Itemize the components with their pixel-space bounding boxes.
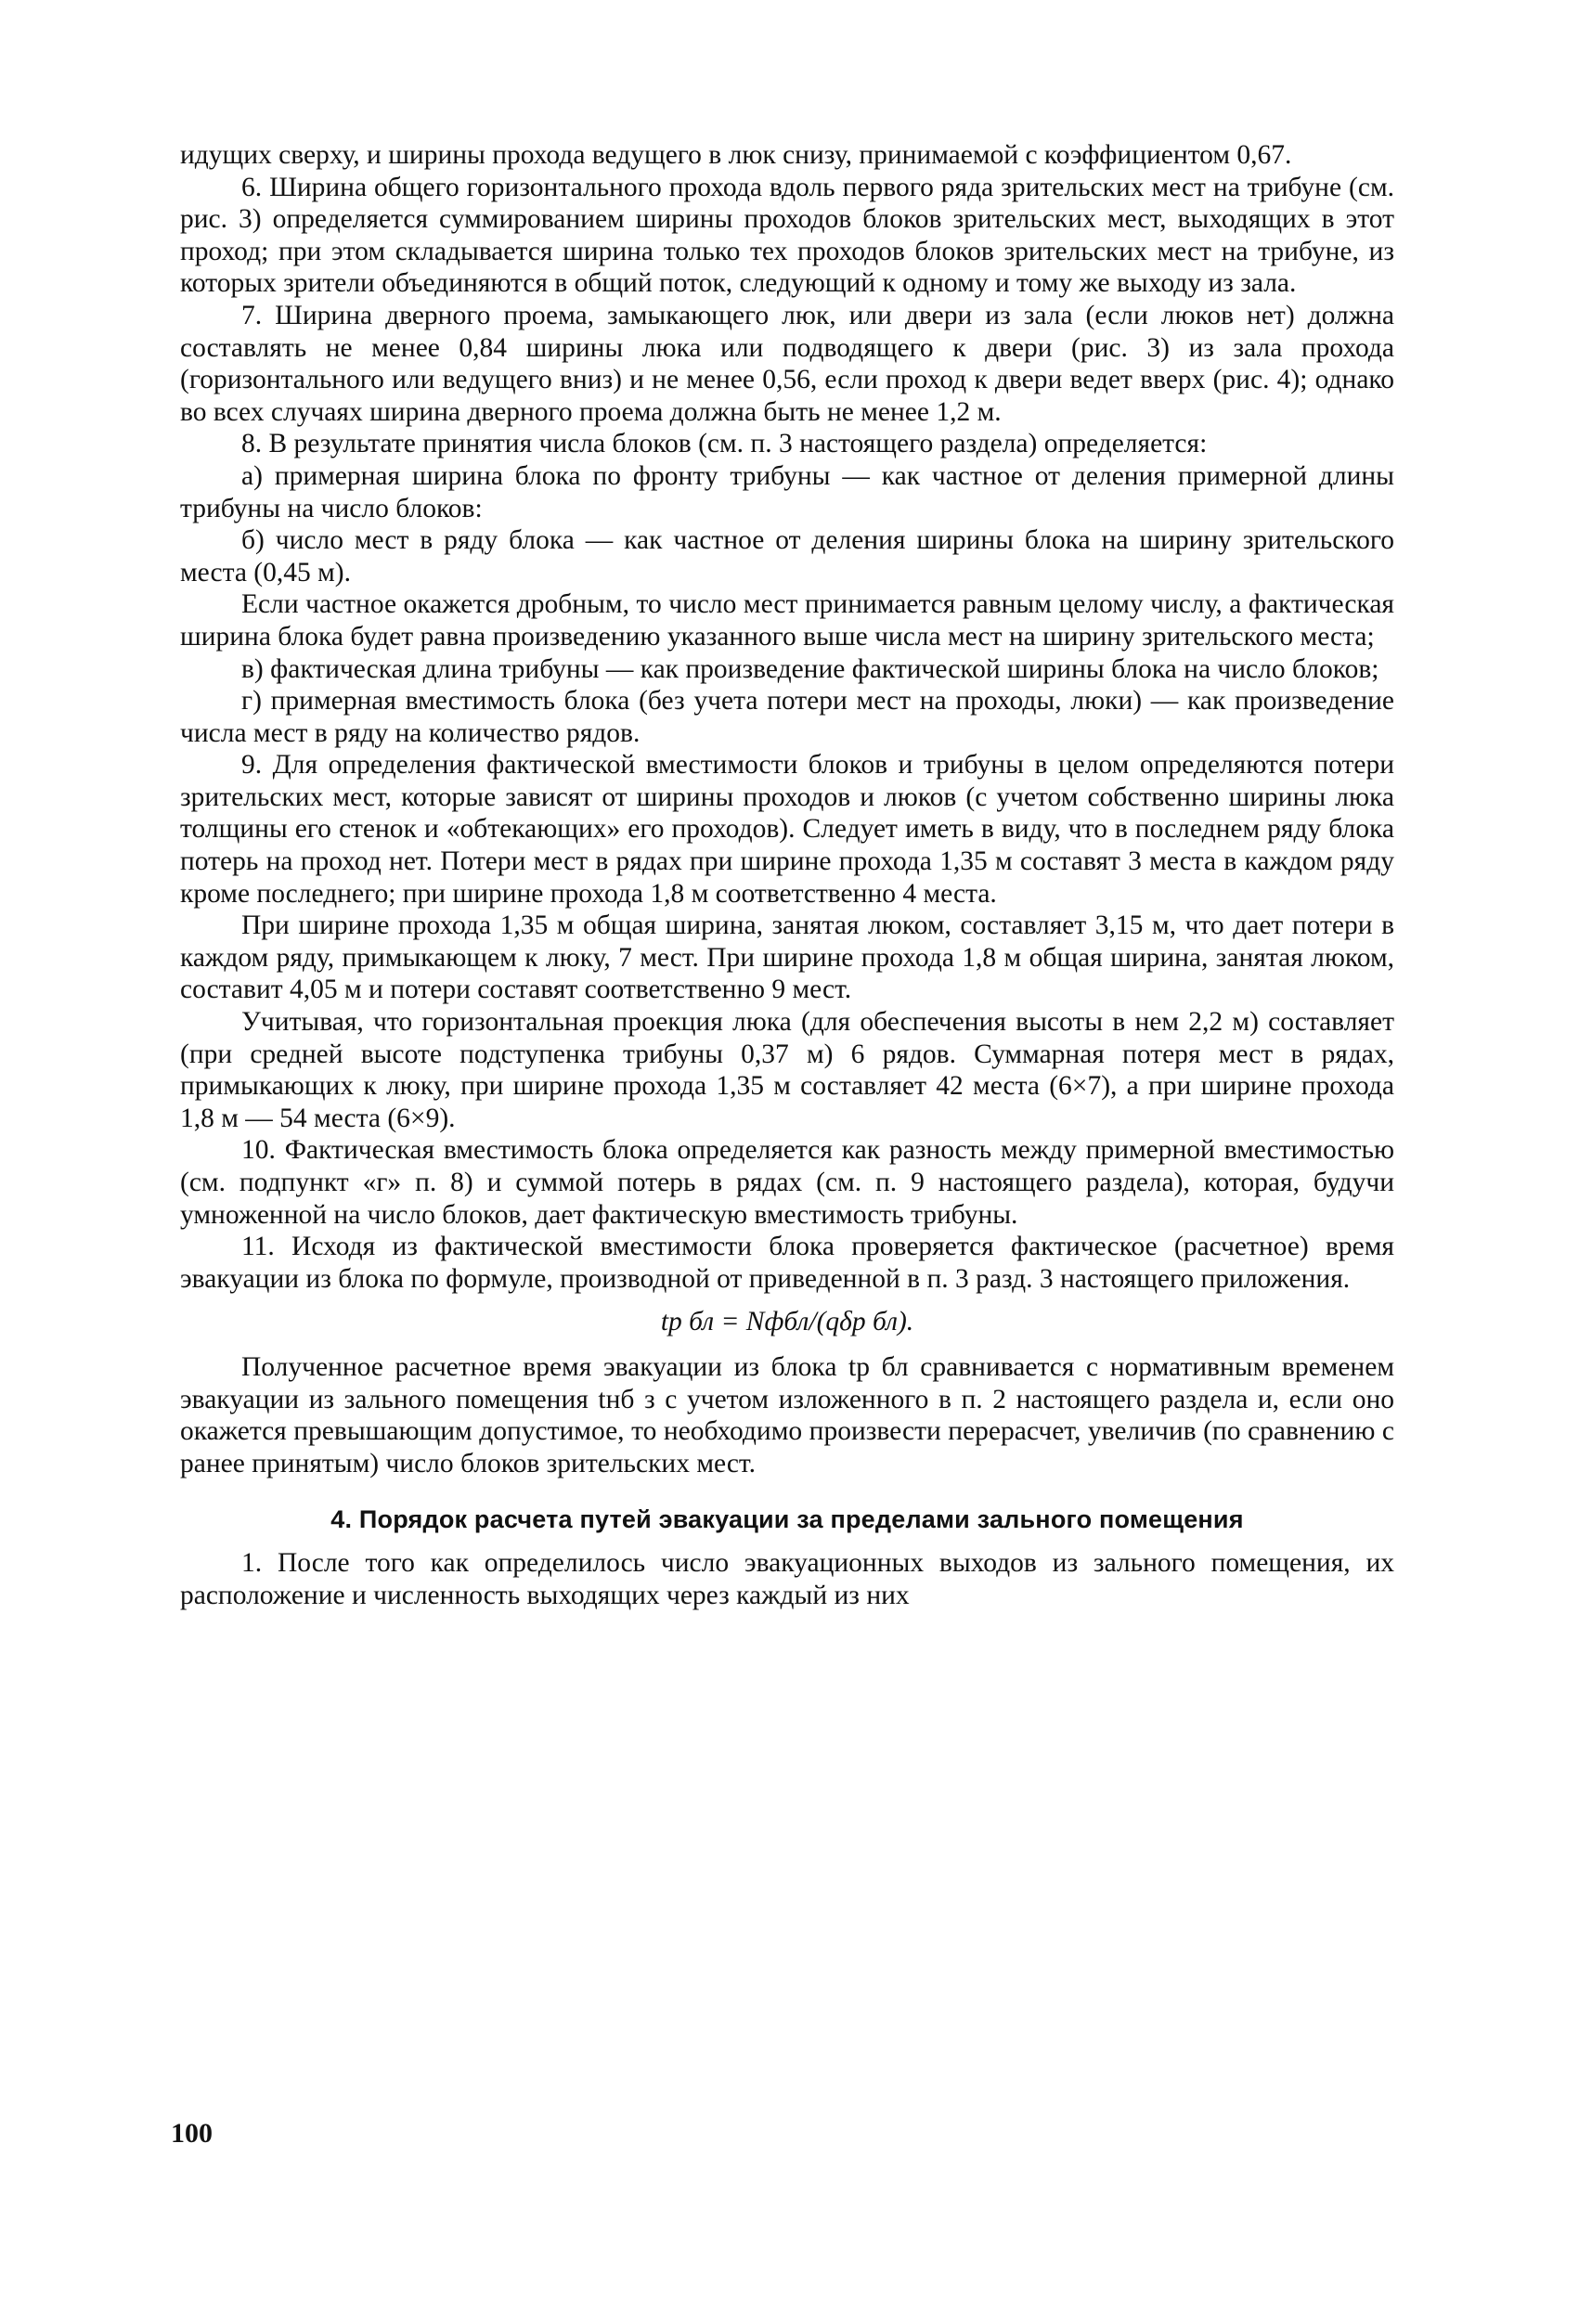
paragraph-item-8a: а) примерная ширина блока по фронту трибуны — как частное от деления примерной длины трибуны на число блоков: — [180, 460, 1394, 523]
document-body — [180, 139, 1394, 1611]
evacuation-time-formula: tр бл = Nфбл/(qδр бл). — [660, 1307, 914, 1337]
paragraph-item-8c: в) фактическая длина трибуны — как произведение фактической ширины блока на число блоков; — [241, 653, 1379, 684]
paragraph-item-9c: Учитывая, что горизонтальная проекция люка (для обеспечения высоты в нем 2,2 м) составляет (при средней высоте подступенка трибуны 0,37 м) 6 рядов. Суммарная потеря мест в рядах, примыкающих к люку, при ширине прохода 1,35 м составляет 42 места (6×7), а при ширине прохода 1,8 м — 54 места (6×9). — [180, 1007, 1394, 1133]
paragraph-item-6: 6. Ширина общего горизонтального прохода вдоль первого ряда зрительских мест на трибуне (см. рис. 3) определяется суммированием ширины проходов блоков зрительских мест, выходящих в этот проход; при этом складывается ширина только тех проходов блоков зрительских мест на трибуне, из которых зрители объединяются в общий поток, следующий к одному и тому же выходу из зала. — [180, 172, 1394, 299]
paragraph-item-9b: При ширине прохода 1,35 м общая ширина, занятая люком, составляет 3,15 м, что дает потери в каждом ряду, примыкающем к люку, 7 мест. При ширине прохода 1,8 м общая ширина, занятая люком, составит 4,05 м и потери составят соответственно 9 мест. — [180, 910, 1394, 1005]
page-number: 100 — [171, 2118, 213, 2149]
paragraph-section4-item-1: 1. После того как определилось число эвакуационных выходов из зального помещения, их расположение и численность выходящих через каждый из них — [180, 1547, 1394, 1610]
paragraph-item-8d: г) примерная вместимость блока (без учета потери мест на проходы, люки) — как произведение числа мест в ряду на количество рядов. — [180, 686, 1394, 748]
paragraph-item-8: 8. В результате принятия числа блоков (см. п. 3 настоящего раздела) определяется: — [241, 429, 1208, 459]
paragraph-result: Полученное расчетное время эвакуации из блока tр бл сравнивается с нормативным временем эвакуации из зального помещения tнб з с учетом изложенного в п. 2 настоящего раздела и, если оно окажется превышающим допустимое, то необходимо произвести перерасчет, увеличив (по сравнению с ранее принятым) число блоков зрительских мест. — [180, 1351, 1394, 1478]
paragraph-item-8b-note: Если частное окажется дробным, то число мест принимается равным целому числу, а фактическая ширина блока будет равна произведению указанного выше числа мест на ширину зрительского места; — [180, 589, 1394, 652]
paragraph-item-8b: б) число мест в ряду блока — как частное от деления ширины блока на ширину зрительского места (0,45 м). — [180, 525, 1394, 587]
paragraph-item-7: 7. Ширина дверного проема, замыкающего люк, или двери из зала (если люков нет) должна составлять не менее 0,84 ширины люка или подводящего к двери (рис. 3) из зала прохода (горизонтального или ведущего вниз) и не менее 0,56, если проход к двери ведет вверх (рис. 4); однако во всех случаях ширина дверного проема должна быть не менее 1,2 м. — [180, 300, 1394, 427]
paragraph-continuation: идущих сверху, и ширины прохода ведущего в люк снизу, принимаемой с коэффициентом 0,67. — [180, 140, 1292, 170]
paragraph-item-10: 10. Фактическая вместимость блока определяется как разность между примерной вместимостью (см. подпункт «г» п. 8) и суммой потерь в рядах (см. п. 9 настоящего раздела), которая, будучи умноженной на число блоков, дает фактическую вместимость трибуны. — [180, 1135, 1394, 1230]
section-heading-4: 4. Порядок расчета путей эвакуации за пределами зального помещения — [330, 1505, 1244, 1534]
paragraph-item-11: 11. Исходя из фактической вместимости блока проверяется фактическое (расчетное) время эвакуации из блока по формуле, производной от приведенной в п. 3 разд. 3 настоящего приложения. — [180, 1232, 1394, 1294]
paragraph-item-9: 9. Для определения фактической вместимости блоков и трибуны в целом определяются потери зрительских мест, которые зависят от ширины проходов и люков (с учетом собственно ширины люка толщины его стенок и «обтекающих» его проходов). Следует иметь в виду, что в последнем ряду блока потерь на проход нет. Потери мест в рядах при ширине прохода 1,35 м составят 3 места в каждом ряду кроме последнего; при ширине прохода 1,8 м соответственно 4 места. — [180, 750, 1394, 909]
